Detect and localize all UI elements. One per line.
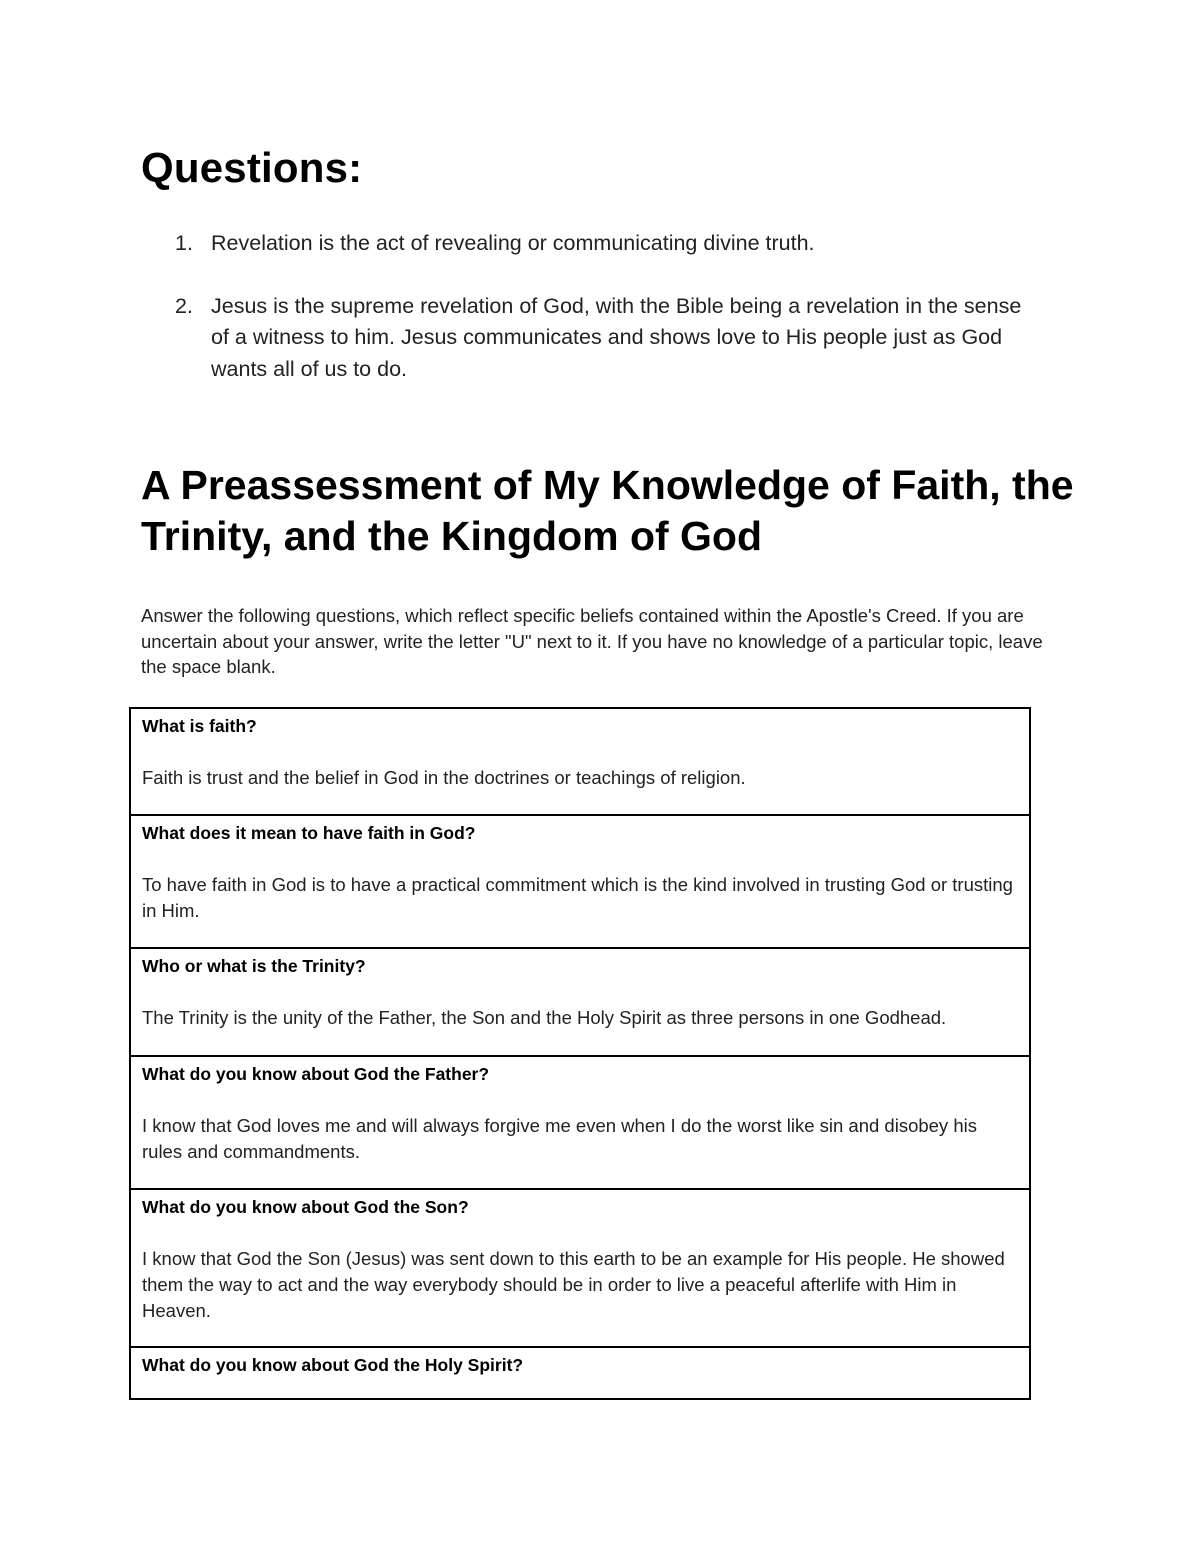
table-row xyxy=(130,708,1030,815)
table-cell[interactable] xyxy=(130,1347,1030,1399)
row-question: What does it mean to have faith in God? xyxy=(142,823,476,843)
row-question: What do you know about God the Son? xyxy=(142,1197,469,1217)
questions-list xyxy=(141,228,1041,385)
question-item-1 xyxy=(141,228,1041,260)
table-cell[interactable] xyxy=(130,1056,1030,1189)
table-cell[interactable] xyxy=(130,815,1030,948)
qa-table xyxy=(129,707,1031,1400)
row-question: What do you know about God the Father? xyxy=(142,1064,490,1084)
table-row xyxy=(130,1347,1030,1399)
question-number: 1. xyxy=(175,231,193,255)
table-row xyxy=(130,1056,1030,1189)
row-question: What is faith? xyxy=(142,716,257,736)
assessment-heading: A Preassessment of My Knowledge of Faith, the Trinity, and the Kingdom of God xyxy=(141,462,1074,559)
table-row xyxy=(130,1189,1030,1347)
question-text: Jesus is the supreme revelation of God, with the Bible being a revelation in the sense of a witness to him. Jesus communicates and shows love to His people just as God wants all of us to do. xyxy=(211,293,1022,381)
question-item-2 xyxy=(141,291,1041,386)
row-answer: I know that God loves me and will always forgive me even when I do the worst like sin and disobey his rules and commandments. xyxy=(142,1115,977,1162)
table-cell[interactable] xyxy=(130,948,1030,1056)
row-question: What do you know about God the Holy Spirit? xyxy=(142,1355,524,1375)
assessment-instructions: Answer the following questions, which reflect specific beliefs contained within the Apostle's Creed. If you are uncertain about your answer, write the letter "U" next to it. If you have no knowledge of a particular topic, leave the space blank. xyxy=(141,605,1043,677)
table-row xyxy=(130,948,1030,1056)
questions-heading: Questions: xyxy=(141,144,363,191)
question-text: Revelation is the act of revealing or communicating divine truth. xyxy=(211,231,815,255)
row-answer: Faith is trust and the belief in God in the doctrines or teachings of religion. xyxy=(142,767,746,788)
row-answer: I know that God the Son (Jesus) was sent down to this earth to be an example for His people. He showed them the way to act and the way everybody should be in order to live a peaceful afterlife with Him in Heaven. xyxy=(142,1248,1005,1321)
table-cell[interactable] xyxy=(130,708,1030,815)
row-answer: The Trinity is the unity of the Father, the Son and the Holy Spirit as three persons in one Godhead. xyxy=(142,1007,947,1028)
table-row xyxy=(130,815,1030,948)
table-cell[interactable] xyxy=(130,1189,1030,1347)
row-question: Who or what is the Trinity? xyxy=(142,956,366,976)
question-number: 2. xyxy=(175,293,193,318)
row-answer: To have faith in God is to have a practical commitment which is the kind involved in trusting God or trusting in Him. xyxy=(142,874,1013,921)
